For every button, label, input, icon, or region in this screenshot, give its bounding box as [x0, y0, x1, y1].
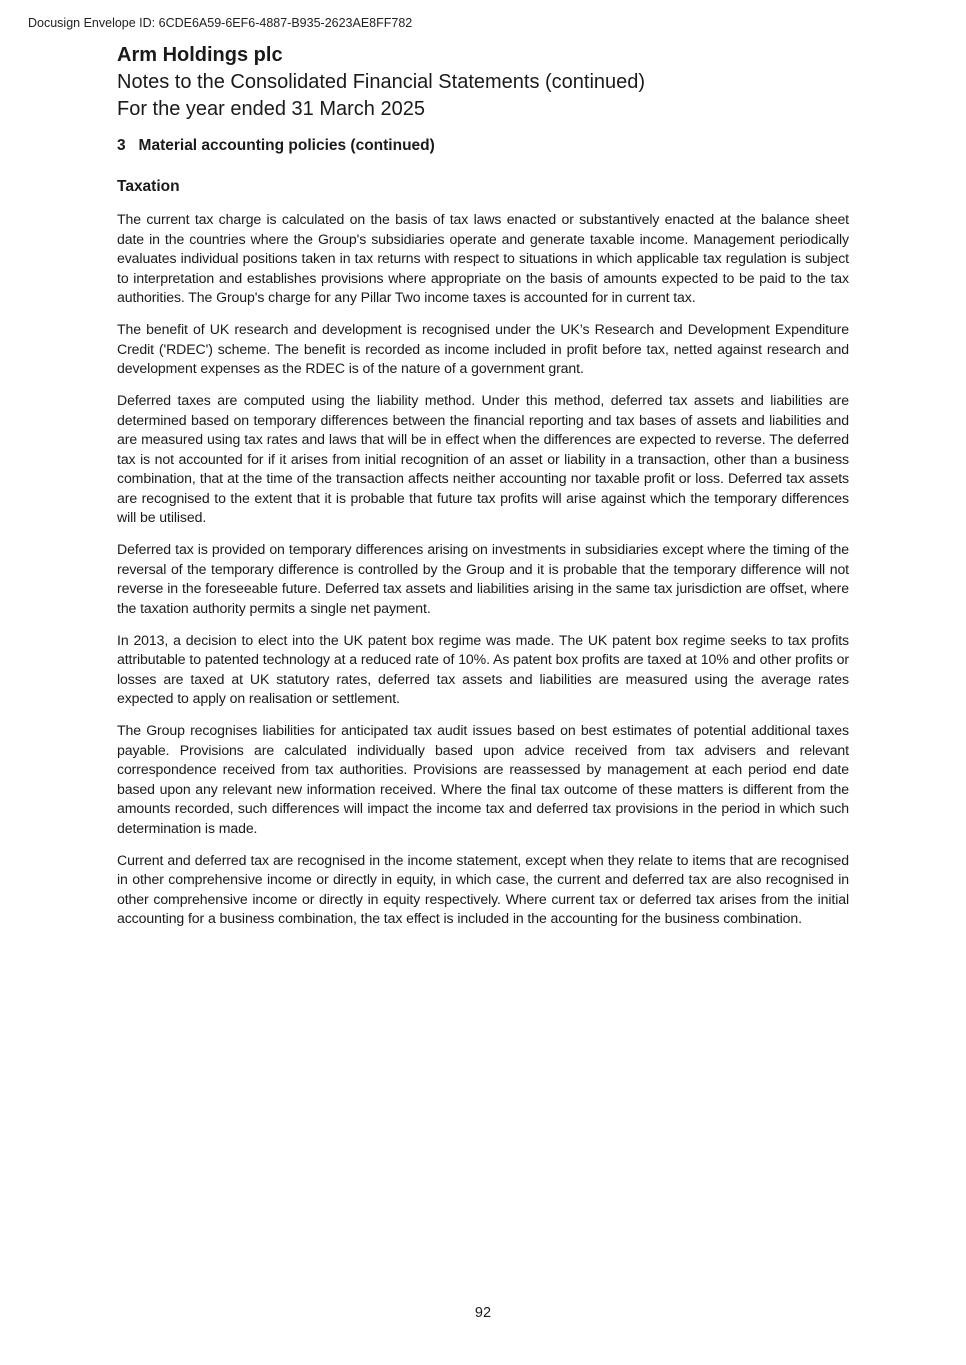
paragraph-patent-box: In 2013, a decision to elect into the UK patent box regime was made. The UK patent box regime seeks to tax profits attributable to patented technology at a reduced rate of 10%. As patent box profits are taxed at 10% and other profits or losses are taxed at UK statutory rates, deferred tax assets and liabilities are measured using the average rates expected to apply on realisation or settlement.: [117, 631, 849, 706]
body-text: [117, 210, 849, 941]
paragraph-tax-audit: The Group recognises liabilities for anticipated tax audit issues based on best estimates of potential additional taxes payable. Provisions are calculated individually based upon advice received from tax advisers and relevant correspondence received from tax authorities. Provisions are reassessed by management at each period end date based upon any relevant new information received. Where the final tax outcome of these matters is different from the amounts recorded, such differences will impact the income tax and deferred tax provisions in the period in which such determination is made.: [117, 722, 849, 836]
paragraph-current-tax: The current tax charge is calculated on the basis of tax laws enacted or substantively enacted at the balance sheet date in the countries where the Group's subsidiaries operate and generate taxable income. Management periodically evaluates individual positions taken in tax returns with respect to situations in which applicable tax regulation is subject to interpretation and establishes provisions where appropriate on the basis of amounts expected to be paid to the tax authorities. The Group's charge for any Pillar Two income taxes is accounted for in current tax.: [117, 211, 849, 305]
statement-title: Notes to the Consolidated Financial Statements (continued): [117, 71, 646, 93]
envelope-id: Docusign Envelope ID: 6CDE6A59-6EF6-4887-B935-2623AE8FF782: [28, 16, 413, 30]
period-title: For the year ended 31 March 2025: [117, 98, 425, 120]
page-number: 92: [474, 1305, 492, 1321]
company-name: Arm Holdings plc: [117, 44, 283, 66]
paragraph-deferred-taxes: Deferred taxes are computed using the liability method. Under this method, deferred tax assets and liabilities are determined based on temporary differences between the financial reporting and tax bases of assets and liabilities and are measured using tax rates and laws that will be in effect when the differences are expected to reverse. The deferred tax is not accounted for if it arises from initial recognition of an asset or liability in a transaction, other than a business combination, that at the time of the transaction affects neither accounting nor taxable profit or loss. Deferred tax assets are recognised to the extent that it is probable that future tax profits will arise against which the temporary differences will be utilised.: [117, 392, 849, 525]
paragraph-recognition: Current and deferred tax are recognised in the income statement, except when they relate to items that are recognised in other comprehensive income or directly in equity, in which case, the current and deferred tax are also recognised in other comprehensive income or directly in equity respectively. Where current tax or deferred tax arises from the initial accounting for a business combination, the tax effect is included in the accounting for the business combination.: [117, 851, 849, 926]
section-heading: 3 Material accounting policies (continued): [117, 137, 435, 154]
paragraph-rdec: The benefit of UK research and development is recognised under the UK’s Research and Development Expenditure Credit ('RDEC') scheme. The benefit is recorded as income included in profit before tax, netted against research and development expenses as the RDEC is of the nature of a government grant.: [117, 321, 849, 376]
page-header: [117, 42, 852, 123]
subsection-heading: Taxation: [117, 178, 180, 195]
paragraph-deferred-tax-subsidiaries: Deferred tax is provided on temporary differences arising on investments in subsidiaries except where the timing of the reversal of the temporary difference is controlled by the Group and it is probable that the temporary difference will not reverse in the foreseeable future. Deferred tax assets and liabilities arising in the same tax jurisdiction are offset, where the taxation authority permits a single net payment.: [117, 541, 849, 616]
